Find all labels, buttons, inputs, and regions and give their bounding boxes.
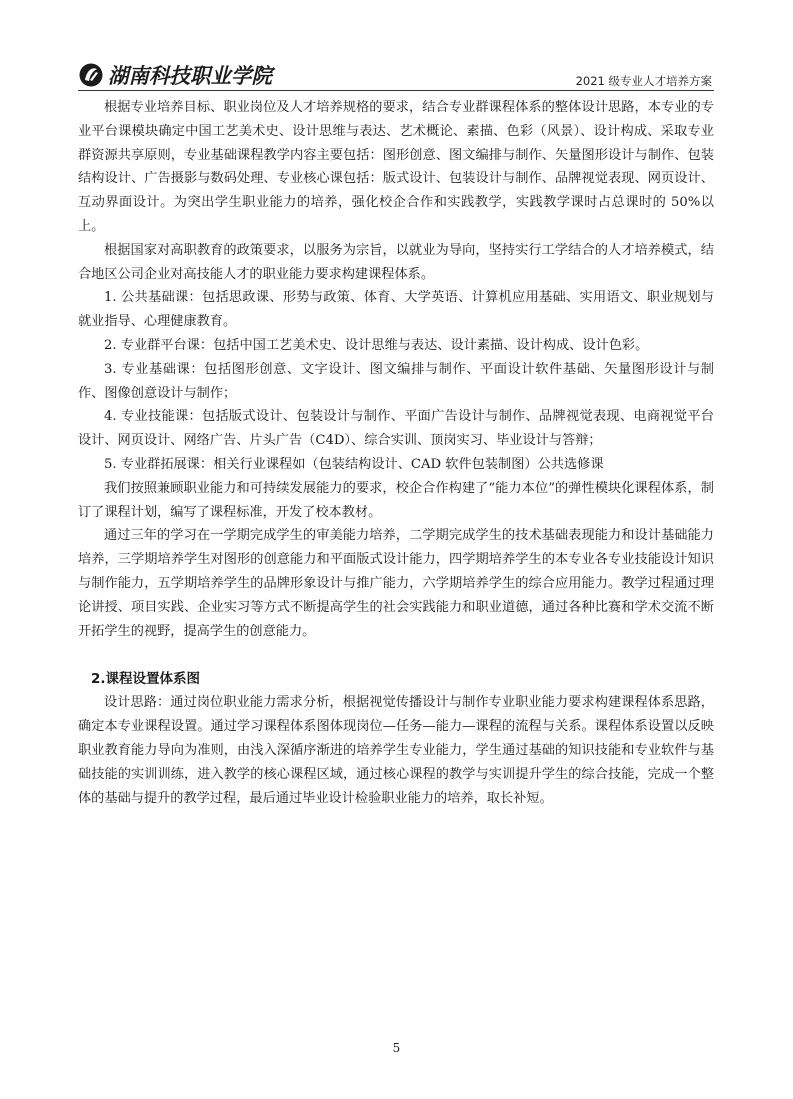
paragraph-three-year-plan: 通过三年的学习在一学期完成学生的审美能力培养，二学期完成学生的技术基础表现能力和设计基础能力培养，三学期培养学生对图形的创意能力和平面版式设计能力，四学期培养学生的本专业各专业技能设计知识与制作能力，五学期培养学生的品牌形象设计与推广能力，六学期培养学生的综合应用能力。教学过程通过理论讲授、项目实践、企业实习等方式不断提高学生的社会实践能力和职业道德，通过各种比赛和学术交流不断开拓学生的视野，提高学生的创意能力。 [78, 528, 714, 639]
paragraph-curriculum-design: 根据专业培养目标、职业岗位及人才培养规格的要求，结合专业群课程体系的整体设计思路，本专业的专业平台课模块确定中国工艺美术史、设计思维与表达、艺术概论、素描、色彩（风景）、设计构成、采取专业群资源共享原则，专业基础课程教学内容主要包括：图形创意、图文编排与制作、矢量图形设计与制作、包装结构设计、广告摄影与数码处理、专业核心课包括：版式设计、包装设计与制作、品牌视觉表现、网页设计、互动界面设计。为突出学生职业能力的培养，强化校企合作和实践教学，实践教学课时占总课时的 50%以上。 [78, 100, 714, 234]
list-item-platform-courses: 2. 专业群平台课：包括中国工艺美术史、设计思维与表达、设计素描、设计构成、设计色彩。 [104, 337, 649, 353]
list-item-extension-courses: 5. 专业群拓展课：相关行业课程如（包装结构设计、CAD 软件包装制图）公共选修课 [104, 456, 604, 472]
page-content [78, 96, 714, 810]
college-logo [78, 60, 278, 90]
logo-emblem-icon [80, 64, 103, 87]
paragraph-policy: 根据国家对高职教育的政策要求，以服务为宗旨，以就业为导向，坚持实行工学结合的人才培养模式，结合地区公司企业对高技能人才的职业能力要求构建课程体系。 [78, 242, 714, 282]
logo-calligraphy-text: 湖南科技职业学院 [108, 63, 276, 88]
page-number: 5 [392, 1041, 401, 1055]
list-item-basic-courses: 3. 专业基础课：包括图形创意、文字设计、图文编排与制作、平面设计软件基础、矢量图形设计与制作、图像创意设计与制作； [78, 361, 714, 401]
header-divider [78, 90, 714, 91]
paragraph-design-approach: 设计思路：通过岗位职业能力需求分析，根据视觉传播设计与制作专业职业能力要求构建课程体系思路，确定本专业课程设置。通过学习课程体系图体现岗位—任务—能力—课程的流程与关系。课程体系设置以反映职业教育能力导向为准则，由浅入深循序渐进的培养学生专业能力，学生通过基础的知识技能和专业软件与基础技能的实训训练，进入教学的核心课程区域，通过核心课程的教学与实训提升学生的综合技能，完成一个整体的基础与提升的教学过程，最后通过毕业设计检验职业能力的培养，取长补短。 [78, 695, 714, 806]
list-item-public-courses: 1. 公共基础课：包括思政课、形势与政策、体育、大学英语、计算机应用基础、实用语文、职业规划与就业指导、心理健康教育。 [78, 290, 714, 330]
section-spacer [78, 643, 714, 667]
page-header [78, 60, 714, 90]
paragraph-modular-system: 我们按照兼顾职业能力和可持续发展能力的要求，校企合作构建了“能力本位”的弹性模块化课程体系，制订了课程计划，编写了课程标准，开发了校本教材。 [78, 480, 714, 520]
section-heading: 2.课程设置体系图 [91, 671, 201, 688]
document-title: 2021 级专业人才培养方案 [575, 74, 712, 88]
list-item-skill-courses: 4. 专业技能课：包括版式设计、包装设计与制作、平面广告设计与制作、品牌视觉表现、电商视觉平台设计、网页设计、网络广告、片头广告（C4D）、综合实训、顶岗实习、毕业设计与答辩； [78, 409, 714, 449]
